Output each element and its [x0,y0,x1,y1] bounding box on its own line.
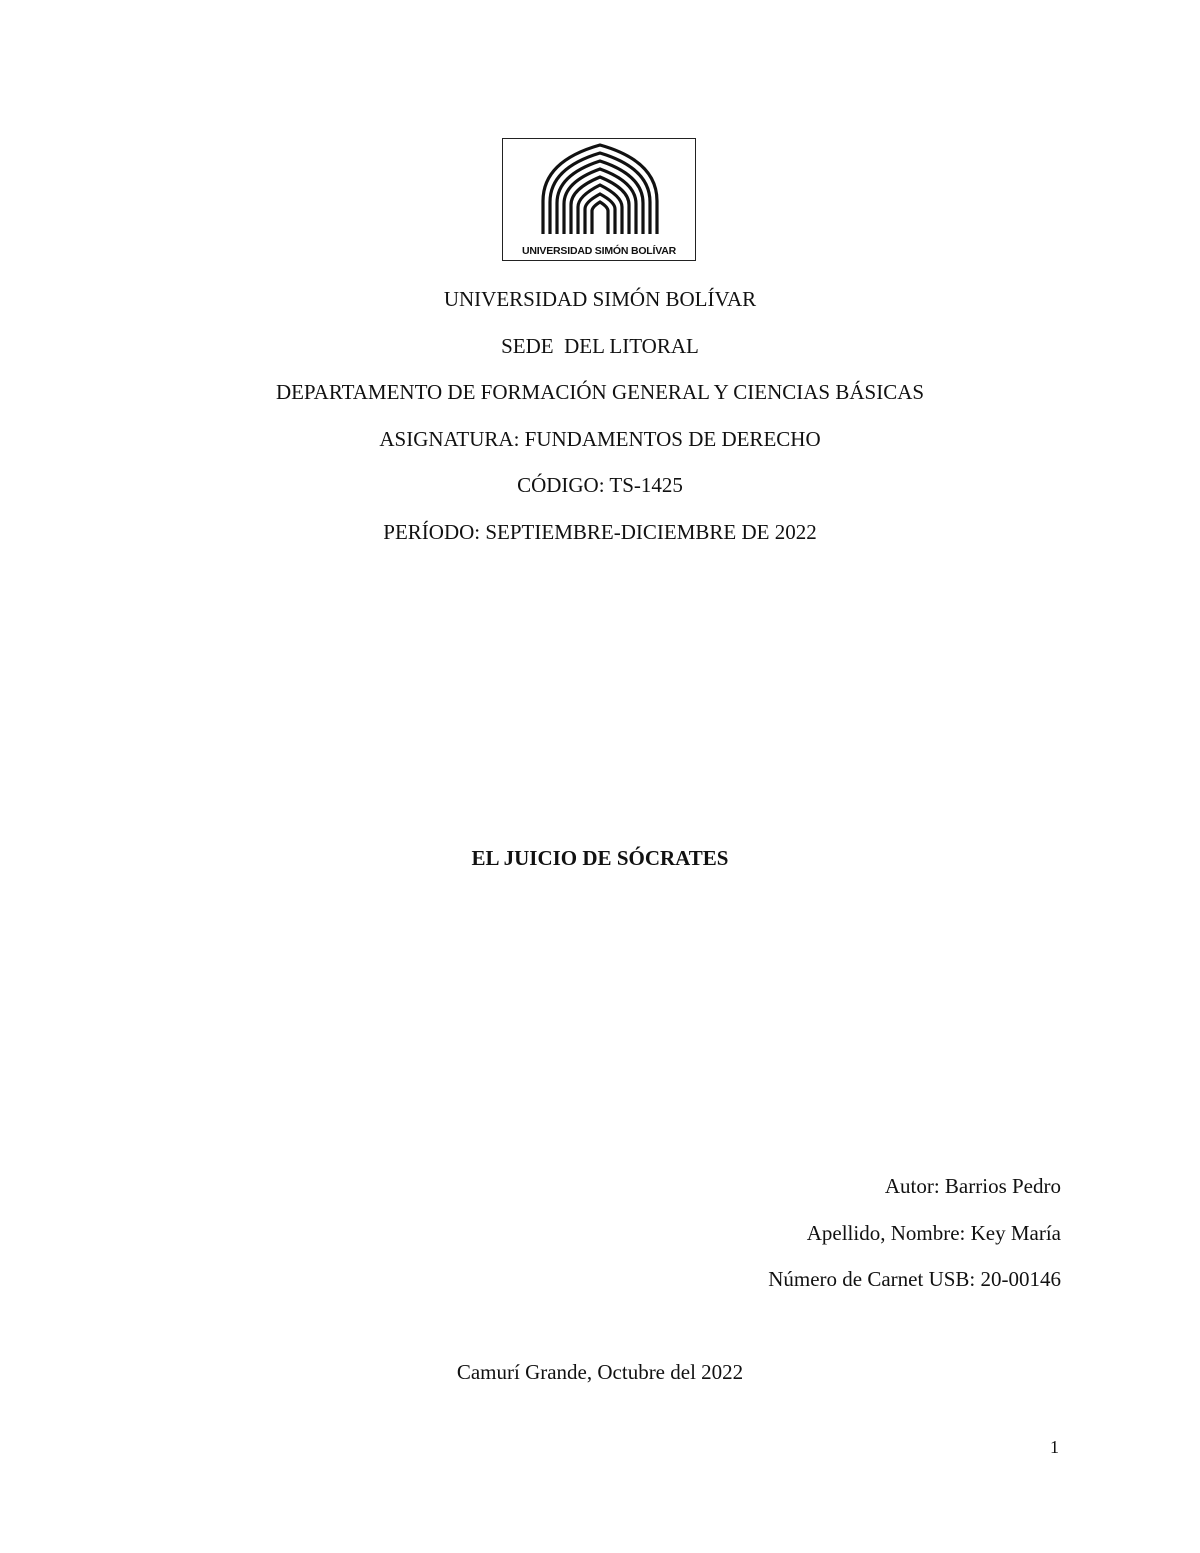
page-number: 1 [1050,1437,1059,1457]
document-title: EL JUICIO DE SÓCRATES [471,846,729,870]
department-name: DEPARTAMENTO DE FORMACIÓN GENERAL Y CIENCIAS BÁSICAS [275,380,925,404]
arches-emblem-icon [503,139,697,262]
author-line: Autor: Barrios Pedro [884,1174,1061,1198]
carnet-line: Número de Carnet USB: 20-00146 [768,1267,1061,1291]
logo-caption: UNIVERSIDAD SIMÓN BOLÍVAR [521,245,677,257]
place-date: Camurí Grande, Octubre del 2022 [456,1360,744,1384]
subject-name: ASIGNATURA: FUNDAMENTOS DE DERECHO [379,427,821,451]
campus-name: SEDE DEL LITORAL [501,334,699,358]
academic-period: PERÍODO: SEPTIEMBRE-DICIEMBRE DE 2022 [383,520,817,544]
university-name: UNIVERSIDAD SIMÓN BOLÍVAR [443,287,757,311]
course-code: CÓDIGO: TS-1425 [517,473,683,497]
university-logo [502,138,696,261]
student-name-line: Apellido, Nombre: Key María [806,1221,1061,1245]
